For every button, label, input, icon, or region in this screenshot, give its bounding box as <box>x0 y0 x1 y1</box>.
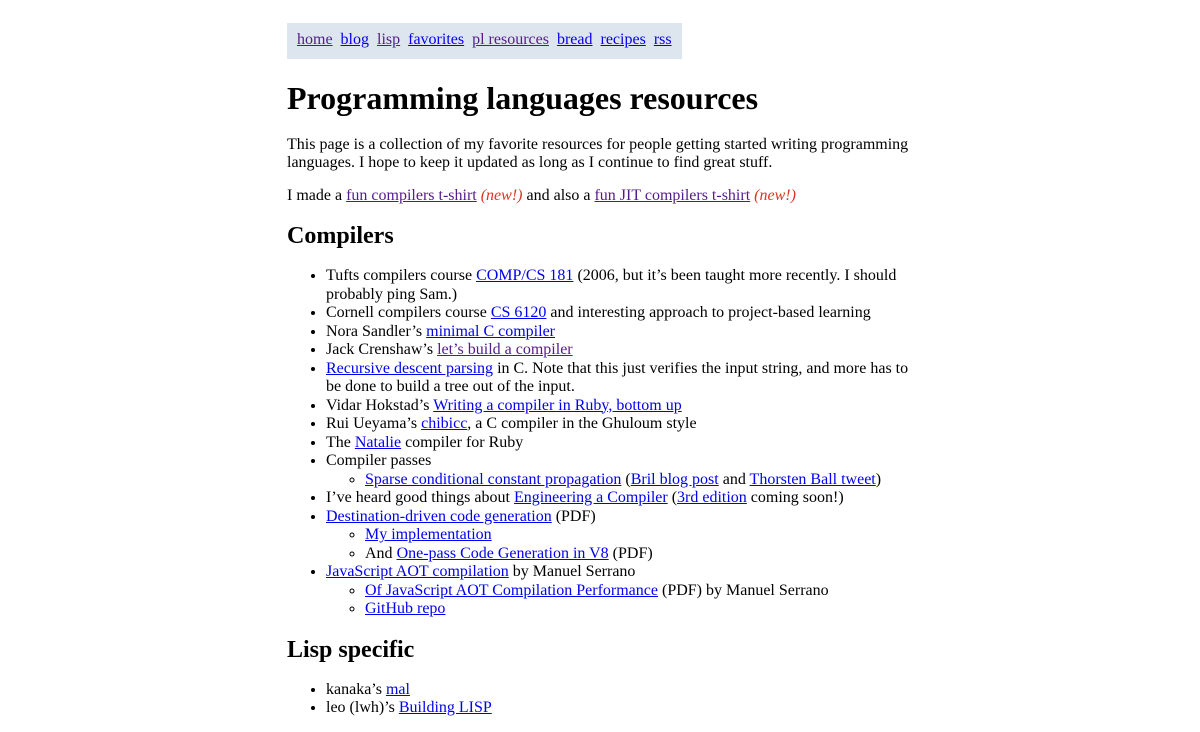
compilers-list <box>287 267 917 619</box>
item-text: Jack Crenshaw’s <box>326 341 438 358</box>
building-lisp-link[interactable]: Building LISP <box>398 699 492 716</box>
thorsten-ball-tweet-link[interactable]: Thorsten Ball tweet <box>749 470 876 488</box>
lets-build-a-compiler-link[interactable]: let’s build a compiler <box>437 341 573 358</box>
jit-tshirt-link[interactable]: fun JIT compilers t-shirt <box>594 186 751 204</box>
list-item <box>365 582 917 601</box>
item-text: (PDF) by Manuel Serrano <box>657 581 829 599</box>
list-item <box>365 545 917 564</box>
recursive-descent-link[interactable]: Recursive descent parsing <box>326 359 494 377</box>
list-item <box>326 563 917 619</box>
nav-link-home[interactable]: home <box>297 31 333 48</box>
third-edition-link[interactable]: 3rd edition <box>677 489 747 506</box>
lisp-list <box>287 681 917 718</box>
one-pass-v8-link[interactable]: One-pass Code Generation in V8 <box>396 544 609 562</box>
ddcg-sublist <box>326 526 917 563</box>
item-text: Rui Ueyama’s <box>326 415 422 432</box>
list-item <box>326 452 917 489</box>
tshirt-paragraph <box>287 187 917 206</box>
js-aot-performance-link[interactable]: Of JavaScript AOT Compilation Performance <box>365 581 658 599</box>
item-text: (PDF) <box>608 544 653 562</box>
js-aot-sublist <box>326 582 917 619</box>
list-item <box>326 360 917 397</box>
list-item <box>365 600 917 619</box>
engineering-a-compiler-link[interactable]: Engineering a Compiler <box>513 489 668 506</box>
tshirt-prefix: I made a <box>287 186 347 204</box>
list-item <box>326 681 917 700</box>
list-item <box>365 471 917 490</box>
item-text: coming soon!) <box>746 489 844 506</box>
item-text: ) <box>875 470 882 488</box>
item-text: compiler for Ruby <box>401 433 524 451</box>
item-text: Compiler passes <box>326 452 432 469</box>
tshirt-middle: and also a <box>522 186 595 204</box>
list-item <box>326 434 917 453</box>
cornell-course-link[interactable]: CS 6120 <box>490 304 547 321</box>
chibicc-link[interactable]: chibicc <box>421 415 468 432</box>
bril-blog-post-link[interactable]: Bril blog post <box>630 470 719 488</box>
js-aot-link[interactable]: JavaScript AOT compilation <box>326 563 509 580</box>
item-text: and <box>718 470 750 488</box>
nav-link-rss[interactable]: rss <box>653 31 672 48</box>
item-text: (PDF) <box>551 507 596 525</box>
item-text: Nora Sandler’s <box>326 322 427 340</box>
new-badge: (new!) <box>480 186 523 204</box>
new-badge: (new!) <box>754 186 796 204</box>
my-implementation-link[interactable]: My implementation <box>365 526 492 543</box>
lisp-heading: Lisp specific <box>287 636 415 663</box>
ruby-compiler-link[interactable]: Writing a compiler in Ruby, bottom up <box>433 396 682 414</box>
list-item <box>326 267 917 304</box>
list-item <box>326 323 917 342</box>
nav-link-lisp[interactable]: lisp <box>377 31 401 48</box>
item-text: ( <box>621 470 631 488</box>
minimal-c-compiler-link[interactable]: minimal C compiler <box>426 322 555 340</box>
item-text: Vidar Hokstad’s <box>326 396 434 414</box>
list-item <box>365 526 917 545</box>
mal-link[interactable]: mal <box>385 680 410 698</box>
nav-link-recipes[interactable]: recipes <box>600 31 646 48</box>
compiler-passes-sublist <box>326 471 917 490</box>
ddcg-link[interactable]: Destination-driven code generation <box>326 507 552 525</box>
list-item <box>326 489 917 508</box>
item-text: and interesting approach to project-based learning <box>546 304 871 321</box>
compilers-heading: Compilers <box>287 223 394 249</box>
tufts-course-link[interactable]: COMP/CS 181 <box>476 267 574 284</box>
nav-link-pl-resources[interactable]: pl resources <box>472 31 549 48</box>
site-nav <box>287 23 682 59</box>
list-item <box>326 397 917 416</box>
item-text: kanaka’s <box>326 680 386 698</box>
item-text: And <box>365 544 397 562</box>
list-item <box>326 415 917 434</box>
intro-paragraph: This page is a collection of my favorite resources for people getting started writing programming languages. I hope to keep it updated as long as I continue to find great stuff. <box>287 135 909 171</box>
sccp-link[interactable]: Sparse conditional constant propagation <box>365 470 622 488</box>
item-text: The <box>326 433 355 451</box>
item-text: ( <box>667 489 678 506</box>
list-item <box>326 304 917 323</box>
page-content <box>287 23 917 718</box>
list-item <box>326 341 917 360</box>
item-text: , a C compiler in the Ghuloum style <box>467 415 697 432</box>
item-text: leo (lwh)’s <box>326 699 399 716</box>
item-text: (2006, but it’s been taught more recently. I should probably ping Sam.) <box>326 267 897 303</box>
natalie-link[interactable]: Natalie <box>354 433 402 451</box>
nav-link-blog[interactable]: blog <box>340 31 369 48</box>
item-text: Tufts compilers course <box>326 267 477 284</box>
item-text: Cornell compilers course <box>326 304 491 321</box>
nav-link-bread[interactable]: bread <box>556 31 593 48</box>
github-repo-link[interactable]: GitHub repo <box>365 600 446 617</box>
list-item <box>326 508 917 564</box>
list-item <box>326 699 917 718</box>
nav-link-favorites[interactable]: favorites <box>408 31 465 48</box>
item-text: by Manuel Serrano <box>508 563 636 580</box>
item-text: I’ve heard good things about <box>326 489 514 506</box>
page-title: Programming languages resources <box>287 79 759 116</box>
compilers-tshirt-link[interactable]: fun compilers t-shirt <box>346 186 477 204</box>
item-text: in C. Note that this just verifies the input string, and more has to be done to build a tree out of the input. <box>326 359 909 395</box>
